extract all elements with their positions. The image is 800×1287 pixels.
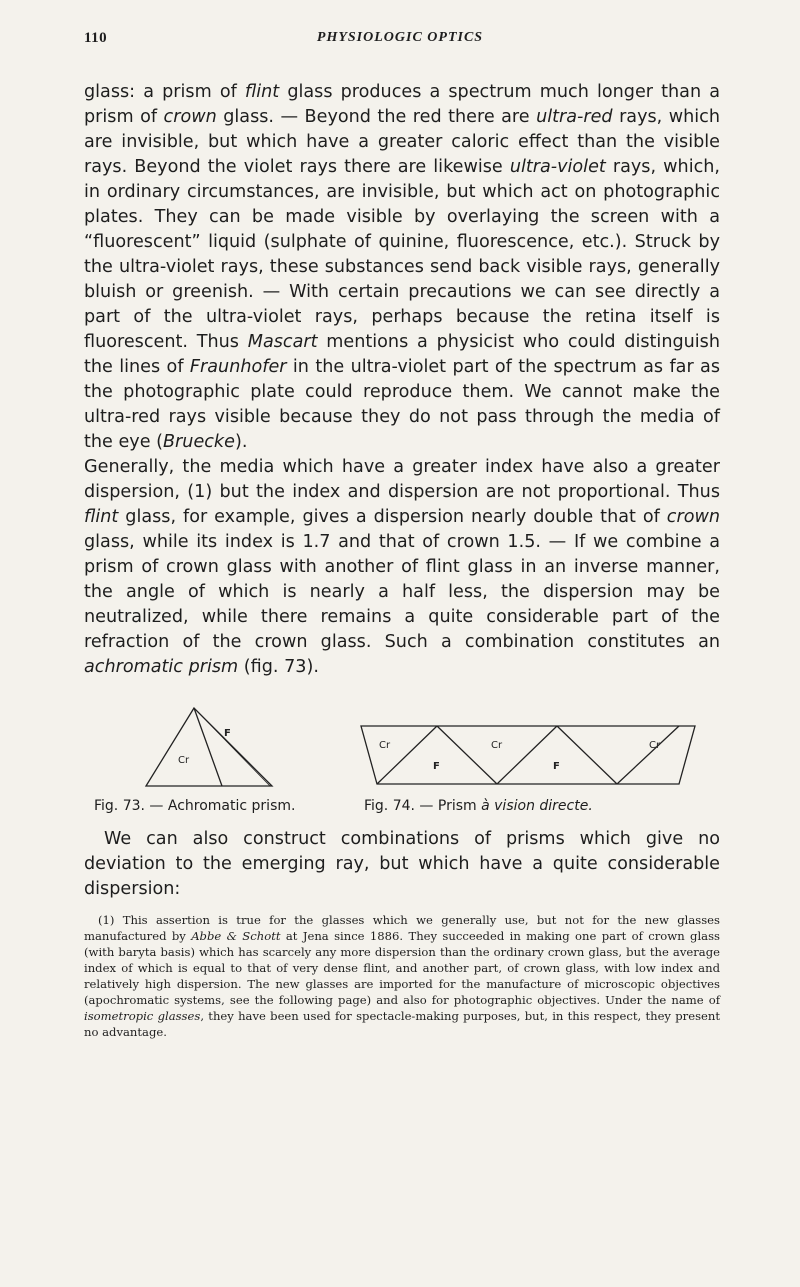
- italic-run: crown: [163, 107, 217, 127]
- italic-run: achromatic prism: [84, 657, 239, 677]
- text-run: Generally, the media which have a greater index have also a greater dispersion, (1) but the index and dispersion are not proportional. Thus: [84, 457, 720, 502]
- italic-run: ultra-red: [536, 107, 613, 127]
- italic-run: Fraunhofer: [189, 357, 287, 377]
- italic-run: flint: [84, 507, 119, 527]
- flint-prism-edge: [194, 708, 222, 786]
- italic-run: Mascart: [247, 332, 318, 352]
- paragraph-2: [84, 455, 720, 680]
- italic-run: flint: [244, 82, 280, 102]
- label-f: F: [224, 728, 231, 739]
- body-text: [84, 80, 720, 680]
- text-run: rays, which are invisible, but which have a greater caloric effect than the visible rays. Beyond the violet rays there are likewise: [84, 107, 720, 177]
- label-cr-2: Cr: [491, 740, 503, 751]
- text-run: rays, which, in ordinary circumstances, are invisible, but which act on photographic plates. They can be made visible by overlaying the screen with a “fluorescent” liquid (sulphate of quinine, fluorescence, etc.). Struck by the ultra-violet rays, these substances send back visible rays, generally bluish or greenish. — With certain precautions we can see directly a part of the ultra-violet rays, perhaps because the retina itself is fluorescent. Thus: [84, 157, 720, 352]
- text-run: glass produces a spectrum much longer than a prism of: [84, 82, 720, 127]
- figure-73-achromatic-prism: [144, 706, 274, 788]
- label-cr: Cr: [178, 755, 190, 766]
- body-text-continued: [84, 827, 720, 902]
- text-run: glass: a prism of: [84, 82, 245, 102]
- label-cr-1: Cr: [379, 740, 391, 751]
- text-run: (fig. 73).: [238, 657, 319, 677]
- caption-text: Fig. 74. — Prism: [364, 798, 482, 814]
- text-run: , they have been used for spectacle-making purposes, but, in this respect, they present no advantage.: [84, 1009, 721, 1039]
- paragraph-1: [84, 80, 720, 455]
- italic-run: isometropic glasses: [84, 1009, 201, 1023]
- crown-prism-outline: [146, 708, 272, 786]
- page-header: [0, 30, 800, 54]
- label-cr-3: Cr: [649, 740, 661, 751]
- paragraph-3: We can also construct combinations of prisms which give no deviation to the emerging ray, but which have a quite considerable dispersion:: [84, 829, 720, 899]
- prism-train-outline: [361, 726, 695, 784]
- running-title: PHYSIOLOGIC OPTICS: [316, 30, 484, 45]
- text-run: ).: [234, 432, 248, 452]
- italic-run: ultra-violet: [509, 157, 606, 177]
- figure-73-caption: Fig. 73. — Achromatic prism.: [94, 798, 296, 814]
- figure-74-direct-vision-prism: [359, 724, 699, 786]
- text-run: in the ultra-violet part of the spectrum as far as the photographic plate could reproduce them. We cannot make the ultra-red rays visible because they do not pass through the media of the eye (: [84, 357, 721, 452]
- text-run: mentions a physicist who could distinguish the lines of: [84, 332, 720, 377]
- text-run: glass. — Beyond the red there are: [216, 107, 537, 127]
- caption-italic: à vision directe.: [481, 798, 593, 814]
- italic-run: Abbe & Schott: [191, 929, 281, 943]
- text-run: glass, while its index is 1.7 and that of crown 1.5. — If we combine a prism of crown glass with another of flint glass in an inverse manner, the angle of which is nearly a half less, the dispersion may be neutralized, while there remains a quite considerable part of the refraction of the crown glass. Such a combination constitutes an: [84, 532, 720, 652]
- text-run: glass, for example, gives a dispersion nearly double that of: [118, 507, 667, 527]
- italic-run: crown: [666, 507, 720, 527]
- italic-run: Bruecke: [162, 432, 235, 452]
- label-f-2: F: [553, 761, 560, 772]
- figure-74-caption: [364, 798, 593, 814]
- page-number: 110: [84, 30, 108, 46]
- footnote: [84, 912, 720, 1040]
- figures: [84, 708, 724, 814]
- text-run: (1) This assertion is true for the glasses which we generally use, but not for the new glasses manufactured by: [84, 913, 720, 943]
- text-run: at Jena since 1886. They succeeded in making one part of crown glass (with baryta basis) which has scarcely any more dispersion than the ordinary crown glass, but the average index of which is equal to that of very dense flint, and another part, of crown glass, with low index and relatively high dispersion. The new glasses are imported for the manufacture of microscopic objectives (apochromatic systems, see the following page) and also for photographic objectives. Under the name of: [84, 929, 720, 1007]
- footnote-1: [84, 912, 720, 1040]
- label-f-1: F: [433, 761, 440, 772]
